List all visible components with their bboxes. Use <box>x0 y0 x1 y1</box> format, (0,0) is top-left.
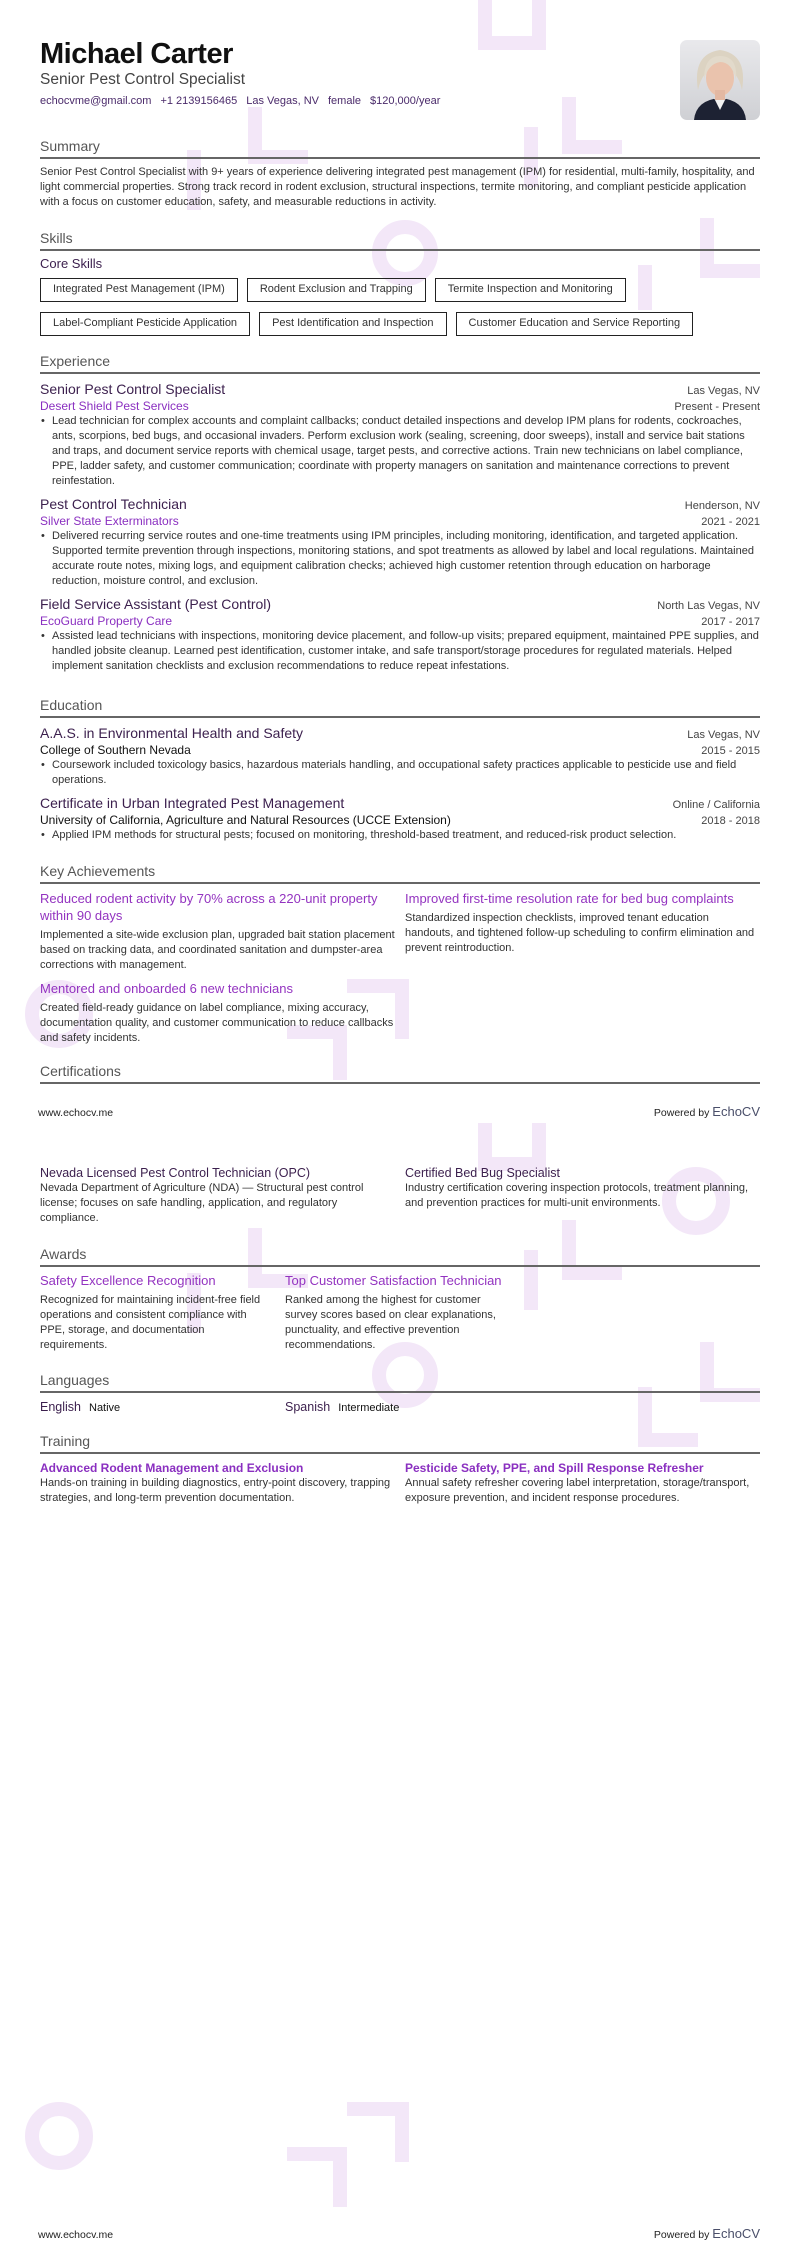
job-entry <box>40 589 760 674</box>
candidate-name: Michael Carter <box>40 38 233 70</box>
award-title: Safety Excellence Recognition <box>40 1273 216 1288</box>
skill-group-title: Core Skills <box>40 256 103 271</box>
job-title: Pest Control Technician <box>40 496 187 512</box>
achievement-desc: Implemented a site-wide exclusion plan, upgraded bait station placement based on tracking data, and coordinated sanitation and dumpster-area corrections with management. <box>40 929 395 971</box>
section-heading: Languages <box>40 1371 760 1393</box>
certifications-section <box>40 1062 760 1084</box>
job-entry <box>40 489 760 589</box>
contact-phone[interactable]: +1 2139156465 <box>160 95 238 107</box>
training-title: Advanced Rodent Management and Exclusion <box>40 1461 304 1475</box>
award-item <box>285 1267 510 1353</box>
powered-by-label: Powered by <box>653 2229 710 2241</box>
training-desc: Annual safety refresher covering label interpretation, storage/transport, exposure prevention, and incident response procedures. <box>405 1477 750 1504</box>
job-entry <box>40 374 760 489</box>
training-section <box>40 1432 760 1506</box>
award-desc: Recognized for maintaining incident-free field operations and consistent compliance with PPE, storage, and documentation requirements. <box>40 1294 261 1351</box>
job-location: Henderson, NV <box>684 500 760 512</box>
certification-title: Nevada Licensed Pest Control Technician (OPC) <box>40 1166 311 1180</box>
awards-section <box>40 1245 760 1353</box>
section-heading: Certifications <box>40 1062 760 1084</box>
skill-chip: Integrated Pest Management (IPM) <box>40 278 238 302</box>
footer-powered <box>654 2226 760 2241</box>
education-bullet: • Coursework included toxicology basics, hazardous materials handling, and occupational safety practices applicable to pesticide use and field operations. <box>40 758 760 788</box>
education-location: Online / California <box>672 799 760 811</box>
award-title: Top Customer Satisfaction Technician <box>285 1273 502 1288</box>
skills-section <box>40 229 760 336</box>
achievement-title: Improved first-time resolution rate for bed bug complaints <box>405 891 734 906</box>
certification-title: Certified Bed Bug Specialist <box>405 1166 560 1180</box>
education-section <box>40 696 760 843</box>
decor-circle <box>25 2102 93 2170</box>
language-level: Intermediate <box>338 1402 400 1414</box>
section-heading: Skills <box>40 229 760 251</box>
languages-section <box>40 1371 760 1416</box>
job-bullet: • Assisted lead technicians with inspections, monitoring device placement, and follow-up visits; prepared equipment, maintained PPE supplies, and handled jobsite cleanup. Learned pest identification, customer intake, and safe transport/storage procedures for regulated materials. Helped implement sanitation checklists and exclusion recommendations to reduce repeat infestations. <box>40 629 760 674</box>
award-desc: Ranked among the highest for customer survey scores based on clear explanations, punctuality, and effective prevention recommendations. <box>285 1294 496 1351</box>
achievements-section <box>40 862 760 1046</box>
job-title: Field Service Assistant (Pest Control) <box>40 596 272 612</box>
contact-gender: female <box>328 95 362 107</box>
education-entry <box>40 718 760 788</box>
language-name: Spanish <box>285 1400 331 1414</box>
job-dates: 2021 - 2021 <box>701 516 760 528</box>
language-level: Native <box>89 1402 121 1414</box>
education-dates: 2015 - 2015 <box>701 745 760 757</box>
contact-email[interactable]: echocvme@gmail.com <box>40 95 152 107</box>
contact-location: Las Vegas, NV <box>246 95 319 107</box>
section-heading: Awards <box>40 1245 760 1267</box>
job-dates: 2017 - 2017 <box>701 616 760 628</box>
job-title: Senior Pest Control Specialist <box>40 381 226 397</box>
brand-logo[interactable]: EchoCV <box>712 2226 760 2241</box>
job-location: Las Vegas, NV <box>687 385 760 397</box>
footer-powered <box>654 1104 760 1119</box>
brand-logo[interactable]: EchoCV <box>712 1104 760 1119</box>
training-item <box>405 1454 760 1506</box>
job-bullet: • Lead technician for complex accounts and complaint callbacks; conduct detailed inspections and develop IPM plans for rodents, cockroaches, ants, scorpions, bed bugs, and occasional invaders. Perform exclusion work (sealing, screening, door sweeps), install and service bait stations and traps, and document service reports with chemical usage, target pests, and corrective actions. Train new technicians on label compliance, PPE, ladder safety, and customer communication; coordinate with property managers on sanitation and maintenance corrections to prevent reinfestation. <box>40 414 760 489</box>
school-name: University of California, Agriculture and Natural Resources (UCCE Extension) <box>40 813 451 827</box>
decor-bracket <box>532 1123 546 1170</box>
skill-chip: Customer Education and Service Reporting <box>456 312 694 336</box>
education-bullet: • Applied IPM methods for structural pests; focused on monitoring, threshold-based treatment, and reduced-risk product selection. <box>40 828 760 843</box>
section-heading: Experience <box>40 352 760 374</box>
job-bullet: • Delivered recurring service routes and one-time treatments using IPM principles, including monitoring, identification, and targeted application. Supported termite prevention through inspections, monitoring stations, and spot treatments as allowed by label and local regulations. Maintained accurate route notes, mixing logs, and equipment calibration checks; achieved high customer retention through education on harborage reduction, moisture control, and exclusion. <box>40 529 760 589</box>
training-desc: Hands-on training in building diagnostics, entry-point discovery, trapping strategies, and long-term prevention documentation. <box>40 1477 391 1504</box>
job-company: EcoGuard Property Care <box>40 614 173 628</box>
education-dates: 2018 - 2018 <box>701 815 760 827</box>
school-name: College of Southern Nevada <box>40 743 191 757</box>
achievement-item <box>405 884 760 973</box>
powered-by-label: Powered by <box>653 1107 710 1119</box>
language-item <box>285 1399 530 1416</box>
certification-desc: Industry certification covering inspection protocols, treatment planning, and prevention practices for multi-unit environments. <box>405 1182 749 1209</box>
section-heading: Summary <box>40 137 760 159</box>
summary-text: Senior Pest Control Specialist with 9+ years of experience delivering integrated pest management (IPM) for residential, multi-family, hospitality, and light commercial properties. Strong track record in rodent exclusion, structural inspections, termite monitoring, and compliant pesticide application with a focus on customer education, safety, and measurable reductions in activity. <box>40 166 755 208</box>
footer-site-link[interactable]: www.echocv.me <box>38 2229 114 2241</box>
profile-photo <box>680 40 760 120</box>
education-location: Las Vegas, NV <box>687 729 760 741</box>
candidate-title: Senior Pest Control Specialist <box>40 71 246 88</box>
job-company: Silver State Exterminators <box>40 514 179 528</box>
skill-chips <box>40 278 760 336</box>
achievement-desc: Standardized inspection checklists, improved tenant education handouts, and tightened follow-up scheduling to confirm elimination and prevent reintroduction. <box>405 912 755 954</box>
job-location: North Las Vegas, NV <box>657 600 760 612</box>
footer-site-link[interactable]: www.echocv.me <box>38 1107 114 1119</box>
skill-chip: Rodent Exclusion and Trapping <box>247 278 426 302</box>
decor-bracket <box>532 0 546 50</box>
achievement-item <box>40 974 395 1046</box>
section-heading: Key Achievements <box>40 862 760 884</box>
achievement-title: Mentored and onboarded 6 new technicians <box>40 981 293 996</box>
certification-item <box>40 1165 395 1226</box>
page-footer <box>38 2226 760 2241</box>
skill-chip: Termite Inspection and Monitoring <box>435 278 626 302</box>
certification-item <box>405 1165 760 1226</box>
achievement-item <box>40 884 395 973</box>
language-name: English <box>40 1400 81 1414</box>
training-title: Pesticide Safety, PPE, and Spill Response Refresher <box>405 1461 704 1475</box>
contact-salary: $120,000/year <box>370 95 441 107</box>
training-item <box>40 1454 395 1506</box>
education-entry <box>40 788 760 843</box>
degree-title: Certificate in Urban Integrated Pest Management <box>40 795 345 811</box>
job-company: Desert Shield Pest Services <box>40 399 189 413</box>
section-heading: Training <box>40 1432 760 1454</box>
award-item <box>40 1267 265 1353</box>
decor-bracket <box>395 2102 409 2162</box>
skill-chip: Pest Identification and Inspection <box>259 312 446 336</box>
job-dates: Present - Present <box>674 401 760 413</box>
certification-desc: Nevada Department of Agriculture (NDA) — Structural pest control license; focuses on safe handling, application, and regulatory compliance. <box>40 1182 364 1224</box>
section-heading: Education <box>40 696 760 718</box>
contact-info <box>40 94 440 108</box>
decor-bracket <box>333 2147 347 2207</box>
certifications-list <box>40 1165 760 1226</box>
achievement-desc: Created field-ready guidance on label compliance, mixing accuracy, documentation quality, and customer communication to reduce callbacks and safety incidents. <box>40 1002 394 1044</box>
summary-section <box>40 137 760 210</box>
degree-title: A.A.S. in Environmental Health and Safety <box>40 725 304 741</box>
experience-section <box>40 352 760 674</box>
skill-chip: Label-Compliant Pesticide Application <box>40 312 250 336</box>
page-footer <box>38 1104 760 1119</box>
language-item <box>40 1399 285 1416</box>
achievement-title: Reduced rodent activity by 70% across a 220-unit property within 90 days <box>40 891 378 923</box>
